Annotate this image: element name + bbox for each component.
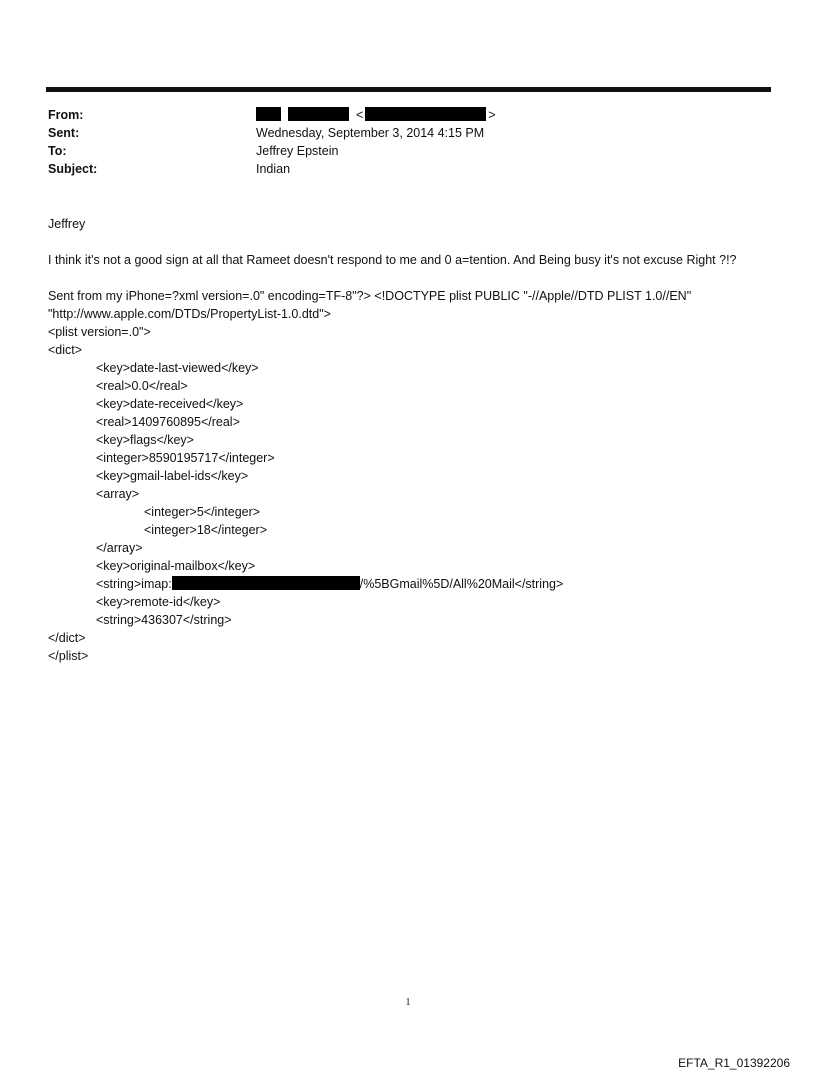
plist-line-mailbox xyxy=(48,575,773,593)
email-body xyxy=(48,215,773,665)
greeting: Jeffrey xyxy=(48,217,86,231)
from-label: From: xyxy=(48,108,84,122)
plist-line: <integer>5</integer> xyxy=(144,505,261,519)
plist-line: <key>flags</key> xyxy=(96,433,194,447)
header-rule xyxy=(46,87,771,92)
redaction-box xyxy=(172,576,360,590)
plist-line: <integer>18</integer> xyxy=(144,523,268,537)
message-text: I think it's not a good sign at all that Rameet doesn't respond to me and 0 a=tention. And Being busy it's not excuse Right ?!? xyxy=(48,253,737,267)
document-id: EFTA_R1_01392206 xyxy=(678,1056,790,1070)
signature-line: Sent from my iPhone=?xml version=.0" encoding=TF-8"?> <!DOCTYPE plist PUBLIC "-//Apple//DTD PLIST 1.0//EN" xyxy=(48,289,692,303)
redaction-box xyxy=(288,107,349,121)
plist-line: </array> xyxy=(96,541,143,555)
plist-line: <integer>8590195717</integer> xyxy=(96,451,275,465)
signature xyxy=(48,287,773,323)
plist-block xyxy=(48,323,773,665)
page-number: 1 xyxy=(405,997,411,1008)
from-lt: < xyxy=(355,108,364,122)
plist-line: <key>original-mailbox</key> xyxy=(96,559,256,573)
sent-label: Sent: xyxy=(48,126,80,140)
plist-line: <key>date-last-viewed</key> xyxy=(96,361,259,375)
plist-line: <plist version=.0"> xyxy=(48,325,151,339)
mailbox-prefix: <string>imap: xyxy=(96,577,172,591)
plist-line: <key>gmail-label-ids</key> xyxy=(96,469,249,483)
plist-line: <array> xyxy=(96,487,140,501)
from-gt: > xyxy=(488,108,496,122)
redaction-box xyxy=(365,107,486,121)
to-label: To: xyxy=(48,144,67,158)
plist-line: <key>remote-id</key> xyxy=(96,595,221,609)
signature-line: "http://www.apple.com/DTDs/PropertyList-1.0.dtd"> xyxy=(48,307,331,321)
plist-line: <key>date-received</key> xyxy=(96,397,244,411)
plist-line: <dict> xyxy=(48,343,83,357)
mailbox-suffix: /%5BGmail%5D/All%20Mail</string> xyxy=(359,577,564,591)
redaction-box xyxy=(256,107,281,121)
plist-line: </plist> xyxy=(48,649,89,663)
plist-line: <real>0.0</real> xyxy=(96,379,188,393)
plist-line: <real>1409760895</real> xyxy=(96,415,240,429)
plist-line: <string>436307</string> xyxy=(96,613,232,627)
subject-label: Subject: xyxy=(48,162,98,176)
to-value: Jeffrey Epstein xyxy=(256,144,339,158)
subject-value: Indian xyxy=(256,162,291,176)
sent-value: Wednesday, September 3, 2014 4:15 PM xyxy=(256,126,485,140)
plist-line: </dict> xyxy=(48,631,86,645)
from-value xyxy=(256,106,496,124)
